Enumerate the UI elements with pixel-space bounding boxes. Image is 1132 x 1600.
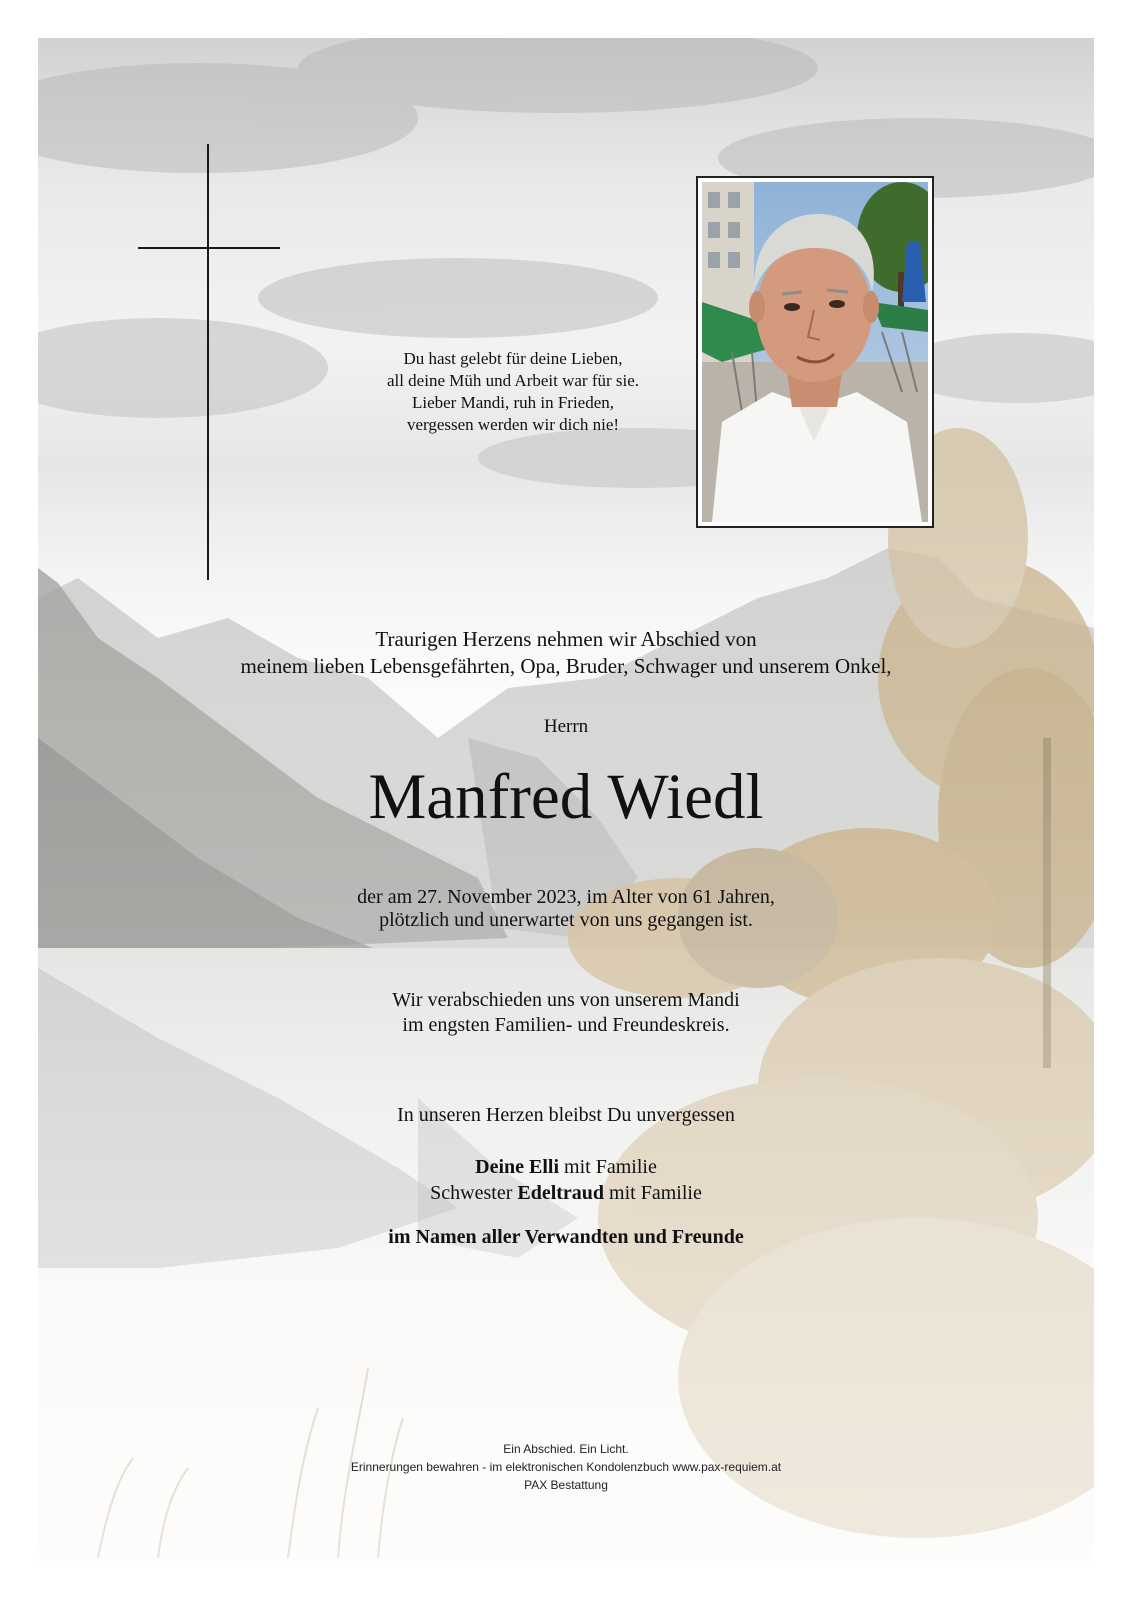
mourner-suffix: mit Familie [604,1182,702,1204]
footer [238,1440,894,1494]
footer-line: Ein Abschied. Ein Licht. [503,1442,629,1456]
mourners-list [238,1154,894,1206]
intro-line: Traurigen Herzens nehmen wir Abschied von [375,627,757,651]
poem-line: all deine Müh und Arbeit war für sie. [386,371,640,390]
death-notice-line: plötzlich und unerwartet von uns gegangen ist. [379,909,753,931]
poem-line: Du hast gelebt für deine Lieben, [403,349,623,368]
footer-line: Erinnerungen bewahren - im elektronischen Kondolenzbuch www.pax-requiem.at [350,1460,782,1474]
salutation: Herrn [543,716,589,737]
deceased-name: Manfred Wiedl [368,761,764,833]
mourner-name: Edeltraud [517,1182,605,1204]
mourner-entry [238,1154,894,1180]
footer-line: PAX Bestattung [524,1478,608,1492]
remembrance-line: In unseren Herzen bleibst Du unvergessen [397,1104,735,1126]
cross-icon [207,144,209,580]
mourner-prefix: Schwester [430,1182,518,1204]
obituary-card [38,38,1094,1562]
farewell-text [238,988,894,1038]
intro-text [138,626,994,680]
mourner-name: Deine Elli [475,1156,560,1178]
farewell-line: im engsten Familien- und Freundeskreis. [402,1014,730,1036]
portrait-photo [702,182,928,522]
farewell-line: Wir verabschieden uns von unserem Mandi [392,989,740,1011]
portrait-photo-frame [696,176,934,528]
mourner-suffix: mit Familie [559,1156,657,1178]
memorial-poem [288,348,738,436]
death-notice [238,886,894,932]
poem-line: Lieber Mandi, ruh in Frieden, [411,393,615,412]
closing-line: im Namen aller Verwandten und Freunde [388,1226,744,1248]
death-notice-line: der am 27. November 2023, im Alter von 61 Jahren, [357,886,775,908]
mourner-entry [238,1180,894,1206]
poem-line: vergessen werden wir dich nie! [406,415,620,434]
intro-line: meinem lieben Lebensgefährten, Opa, Bruder, Schwager und unserem Onkel, [240,654,892,678]
cross-icon-bar [138,247,280,249]
